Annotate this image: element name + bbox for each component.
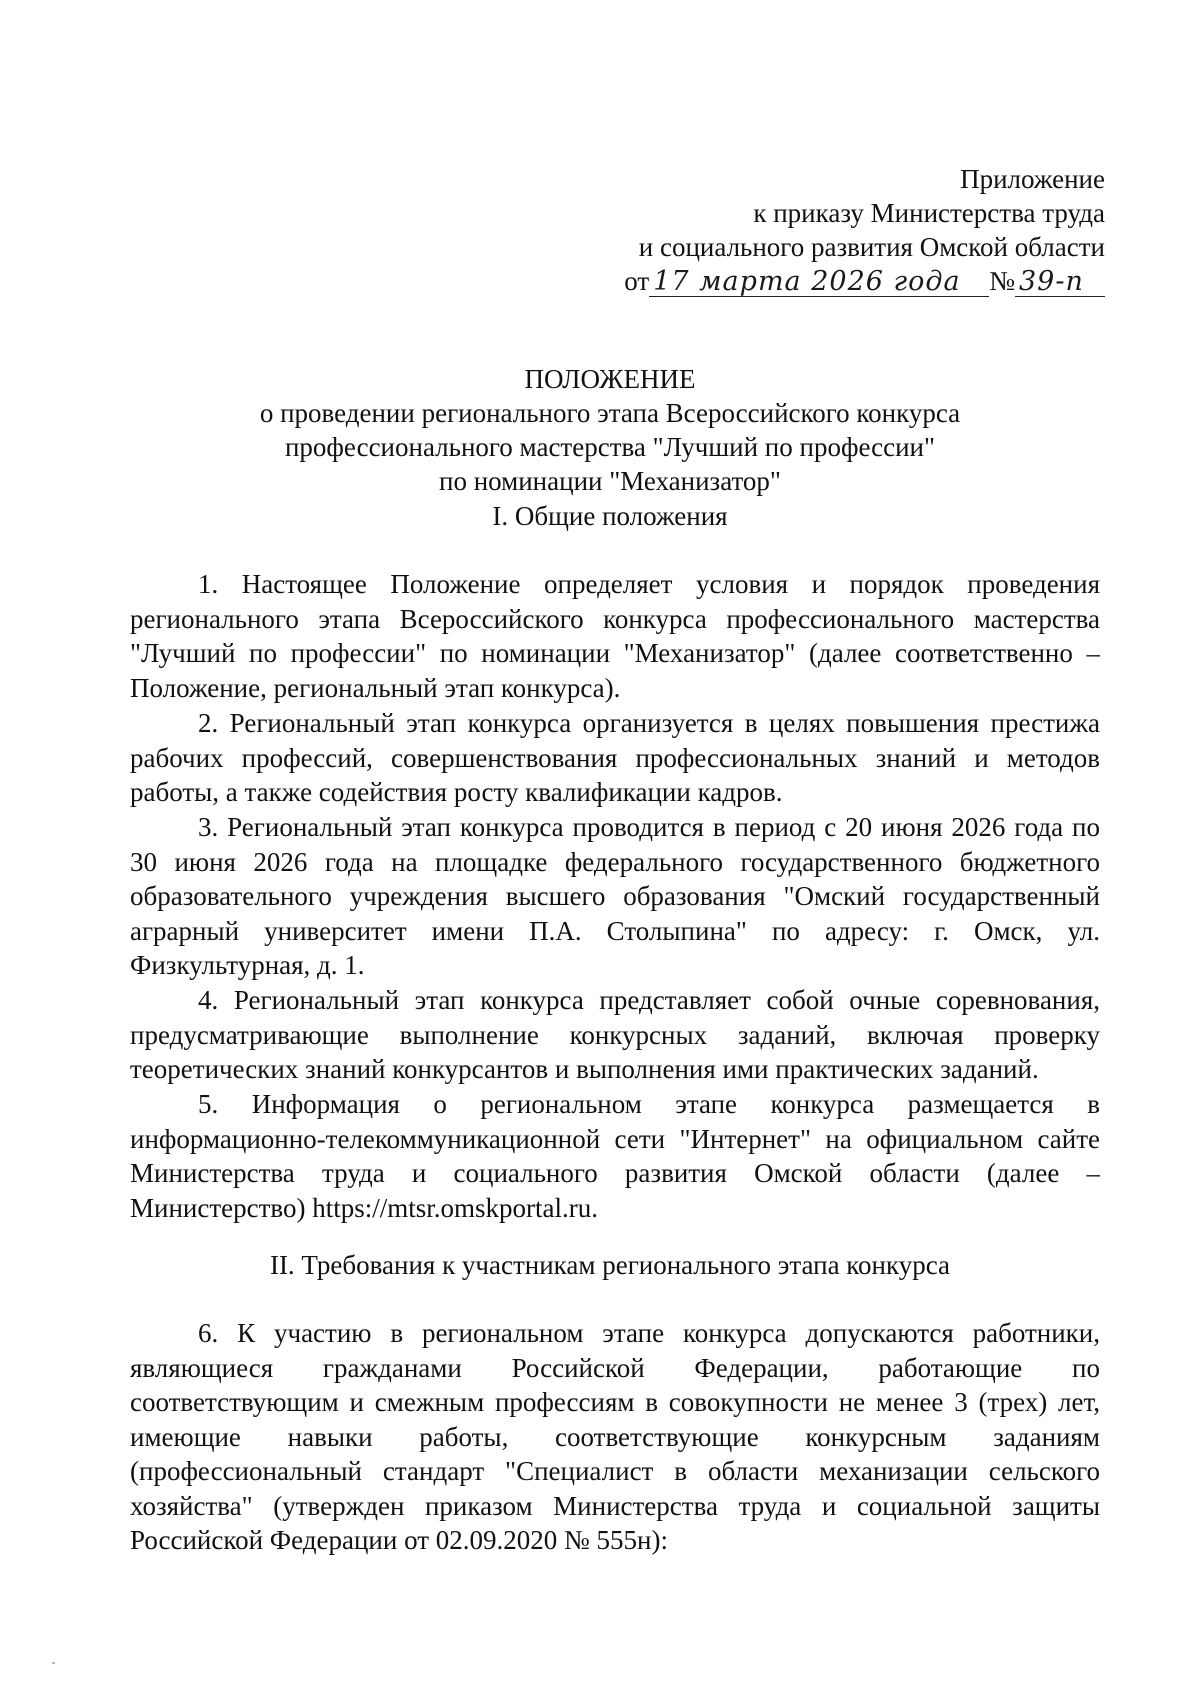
scan-artifact: [52, 1662, 55, 1664]
document-title: [130, 362, 1090, 498]
date-prefix: от: [624, 266, 650, 296]
paragraph-3: 3. Региональный этап конкурса проводится в период с 20 июня 2026 года по 30 июня 2026 года на площадке федерального государственного бюджетного образовательного учреждения высшего образования "Омский государственный аграрный университет имени П.А. Столыпина" по адресу: г. Омск, ул. Физкультурная, д. 1.: [130, 812, 1100, 980]
paragraph-6: 6. К участию в региональном этапе конкурса допускаются работники, являющиеся гражданами Российской Федерации, работающие по соответствующим и смежным профессиям в совокупности не менее 3 (трех) лет, имеющие навыки работы, соответствующие конкурсным заданиям (профессиональный стандарт "Специалист в области механизации сельского хозяйства" (утвержден приказом Министерства труда и социальной защиты Российской Федерации от 02.09.2020 № 555н):: [130, 1318, 1100, 1555]
appendix-block: [624, 162, 1105, 298]
title-line-2: профессионального мастерства "Лучший по профессии": [284, 432, 935, 462]
title-heading: ПОЛОЖЕНИЕ: [524, 364, 696, 394]
number-prefix: №: [989, 266, 1015, 296]
section-1-heading: I. Общие положения: [492, 501, 728, 531]
section-2-heading: II. Требования к участникам регионального этапа конкурса: [269, 1250, 951, 1280]
paragraph-1: 1. Настоящее Положение определяет условия и порядок проведения регионального этапа Всероссийского конкурса профессионального мастерства "Лучший по профессии" по номинации "Механизатор" (далее соответственно – Положение, региональный этап конкурса).: [130, 569, 1100, 703]
appendix-label: Приложение: [960, 164, 1105, 194]
title-line-1: о проведении регионального этапа Всероссийского конкурса: [259, 398, 961, 428]
title-line-3: по номинации "Механизатор": [439, 466, 781, 496]
paragraph-4: 4. Региональный этап конкурса представляет собой очные соревнования, предусматривающие выполнение конкурсных заданий, включая проверку теоретических знаний конкурсантов и выполнения ими практических заданий.: [130, 985, 1100, 1084]
paragraph-5: 5. Информация о региональном этапе конкурса размещается в информационно-телекоммуникационной сети "Интернет" на официальном сайте Министерства труда и социального развития Омской области (далее – Министерство) https://mtsr.omskportal.ru.: [130, 1089, 1100, 1223]
paragraph-2: 2. Региональный этап конкурса организуется в целях повышения престижа рабочих профессий, совершенствования профессиональных знаний и методов работы, а также содействия росту квалификации кадров.: [130, 708, 1100, 807]
handwritten-date: 17 марта 2026 года: [649, 268, 989, 297]
appendix-ministry: и социального развития Омской области: [638, 232, 1105, 262]
appendix-order-ref: к приказу Министерства труда: [753, 198, 1105, 228]
handwritten-number: 39-п: [1015, 268, 1105, 297]
appendix-date-line: [624, 264, 1105, 298]
